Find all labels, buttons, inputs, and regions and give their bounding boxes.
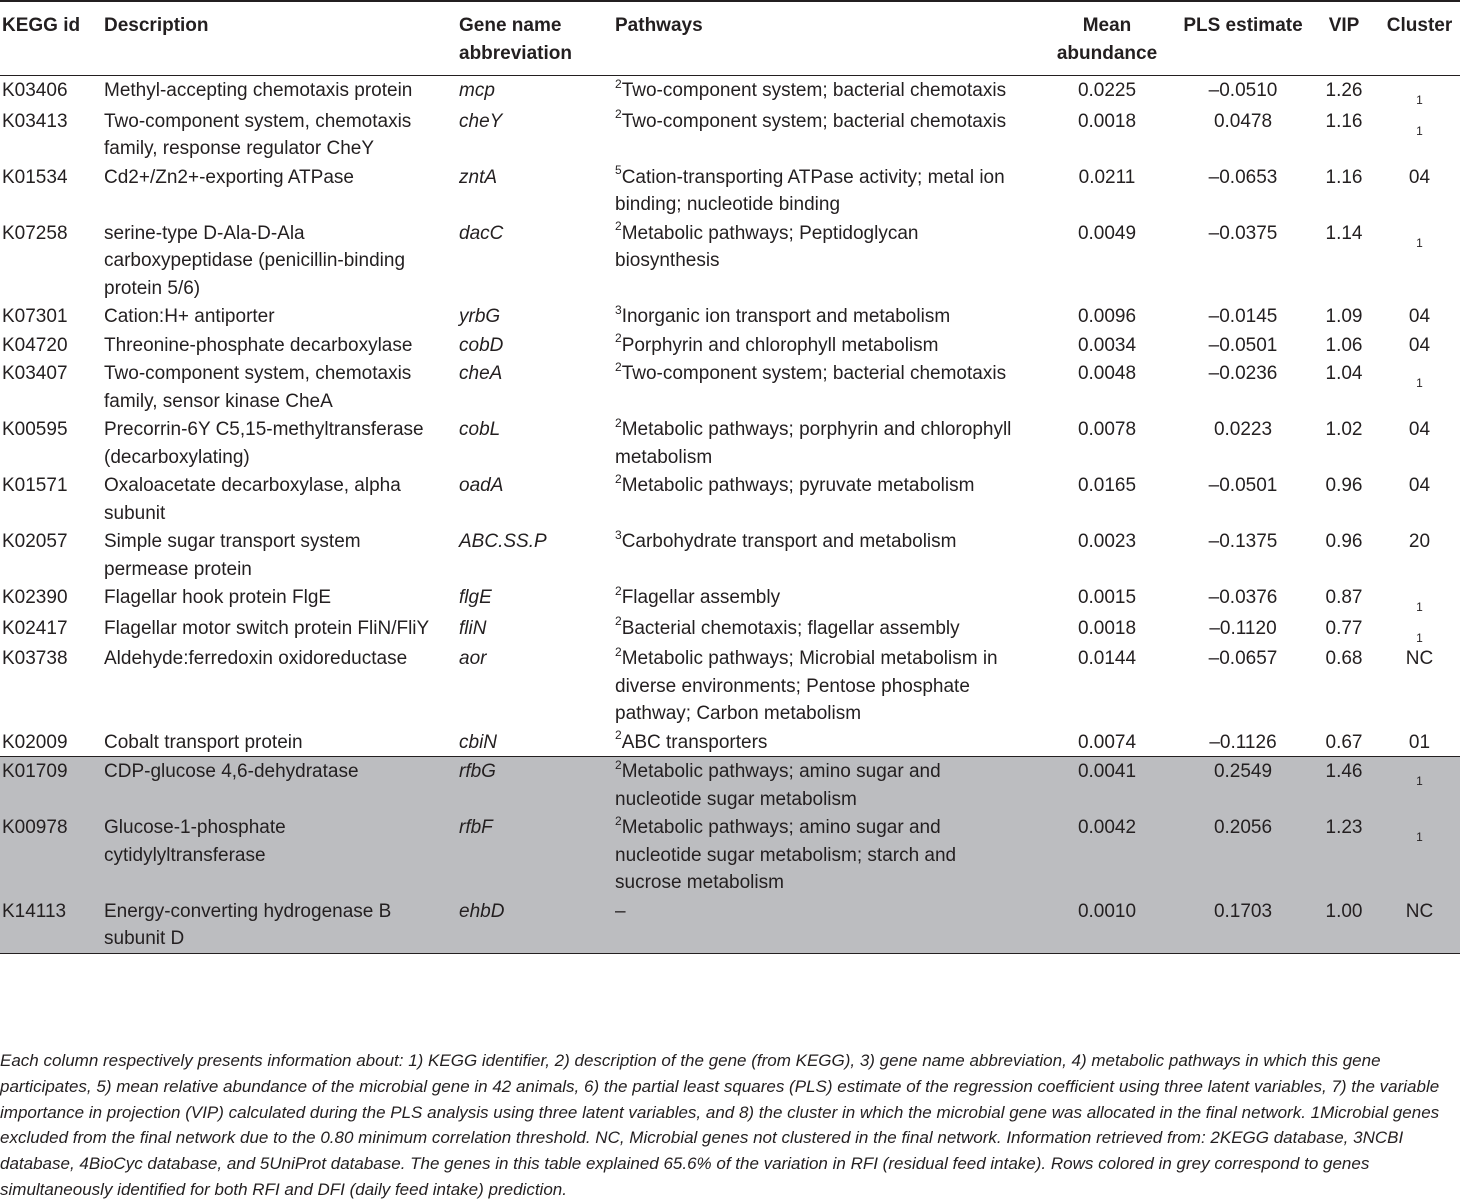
source-footnote-marker: 2 [615,644,622,659]
vip-cell: 0.67 [1325,731,1363,753]
table-row [0,644,1460,728]
table-row [0,359,1460,415]
description-cell: Flagellar hook protein FlgE [104,587,332,608]
table-row [0,813,1460,897]
table-row [0,583,1460,614]
header-pathways: Pathways [615,1,1037,76]
header-kegg-id: KEGG id [0,1,104,76]
vip-cell: 0.96 [1325,531,1363,552]
table-row [0,163,1460,219]
mean-abundance-cell: 0.0010 [1037,897,1177,954]
table-row [0,527,1460,583]
kegg-id-cell: K01534 [2,166,68,188]
vip-cell: 1.02 [1325,419,1363,440]
pathways-text: Metabolic pathways; amino sugar and nucleotide sugar metabolism; starch and sucrose metabolism [615,817,957,893]
vip-cell: 0.77 [1325,617,1363,639]
pls-estimate-cell: –0.0653 [1208,166,1278,188]
pls-estimate-cell: –0.1375 [1208,531,1278,552]
header-mean-abundance: Mean abundance [1037,1,1177,76]
table-row [0,219,1460,303]
source-footnote-marker: 3 [615,527,622,542]
mean-abundance-cell: 0.0042 [1037,813,1177,897]
pls-estimate-cell: 0.1703 [1177,897,1309,954]
cluster-value: 1 [1416,123,1423,138]
vip-cell: 1.16 [1325,166,1363,188]
mean-abundance-cell: 0.0018 [1077,617,1137,639]
gene-name-cell: cbiN [459,731,498,753]
kegg-id-cell: K04720 [2,334,68,356]
pathways-cell [615,331,1037,360]
cluster-cell [1379,614,1460,645]
pls-estimate-cell: –0.0510 [1208,80,1278,101]
source-footnote-marker: 2 [615,107,622,122]
gene-name-cell: zntA [459,166,498,188]
cluster-cell [1379,813,1460,897]
table-row [0,76,1460,107]
pathways-text: Flagellar assembly [621,587,781,608]
header-pls-estimate: PLS estimate [1177,1,1309,76]
kegg-id-cell: K02390 [2,587,68,608]
cluster-cell [1379,728,1460,757]
pathways-cell [615,813,1037,897]
vip-cell: 1.14 [1325,222,1363,244]
pathways-cell [615,897,1037,954]
source-footnote-marker: 2 [615,219,622,234]
cluster-cell [1379,331,1460,360]
cluster-cell [1379,359,1460,415]
kegg-id-cell: K00978 [0,813,104,897]
gene-name-cell: rfbF [459,813,615,897]
description-cell: Simple sugar transport system permease protein [104,531,361,580]
mean-abundance-cell: 0.0074 [1077,731,1137,753]
source-footnote-marker: 2 [615,813,622,828]
pls-estimate-cell: 0.0478 [1213,110,1273,132]
source-footnote-marker: 2 [615,757,622,772]
cluster-cell [1379,415,1460,471]
pls-estimate-cell: –0.0145 [1208,306,1278,327]
table-row [0,302,1460,331]
pathways-cell [615,163,1037,219]
description-cell: Precorrin-6Y C5,15-methyltransferase (decarboxylating) [104,419,424,468]
table-row [0,614,1460,645]
mean-abundance-cell: 0.0034 [1077,334,1137,356]
header-gene-name: Gene name abbreviation [459,1,615,76]
cluster-cell [1379,527,1460,583]
pls-estimate-cell: –0.1126 [1209,731,1277,753]
vip-cell: 1.26 [1325,80,1363,101]
pathways-cell [615,219,1037,303]
mean-abundance-cell: 0.0018 [1077,110,1137,132]
cluster-value: 1 [1416,630,1423,645]
pathways-text: Metabolic pathways; Peptidoglycan biosynthesis [615,222,919,271]
cluster-value: 1 [1416,235,1423,250]
pathways-text: Bacterial chemotaxis; flagellar assembly [621,617,960,639]
pathways-text: Two-component system; bacterial chemotaxis [621,80,1007,101]
pls-estimate-cell: –0.0375 [1208,222,1278,244]
description-cell: CDP-glucose 4,6-dehydratase [104,757,459,814]
gene-name-cell: rfbG [459,757,615,814]
vip-cell: 1.04 [1325,363,1363,384]
table-row [0,897,1460,954]
mean-abundance-cell: 0.0049 [1077,222,1137,244]
mean-abundance-cell: 0.0096 [1077,306,1137,327]
pathways-text: ABC transporters [621,731,768,753]
pathways-text: Metabolic pathways; amino sugar and nucleotide sugar metabolism [615,761,941,810]
gene-name-cell: mcp [459,80,495,101]
table-row [0,728,1460,757]
pls-estimate-cell: –0.0236 [1208,363,1278,384]
cluster-value: 1 [1416,376,1423,390]
source-footnote-marker: 2 [615,331,622,346]
source-footnote-marker: 3 [615,302,622,317]
mean-abundance-cell: 0.0165 [1077,475,1137,496]
description-cell: Cation:H+ antiporter [104,306,275,327]
mean-abundance-cell: 0.0023 [1077,531,1137,552]
pathways-cell [615,415,1037,471]
description-cell: Glucose-1-phosphate cytidylyltransferase [104,813,459,897]
cluster-value: NC [1405,900,1434,922]
pls-estimate-cell: –0.1120 [1209,617,1277,639]
cluster-value: NC [1405,648,1434,669]
description-cell: Aldehyde:ferredoxin oxidoreductase [104,648,408,669]
pls-estimate-cell: –0.0501 [1208,475,1278,496]
source-footnote-marker: 2 [615,583,622,598]
vip-cell: 1.06 [1325,334,1363,356]
vip-cell: 1.23 [1309,813,1379,897]
mean-abundance-cell: 0.0048 [1077,363,1137,384]
cluster-value: 04 [1408,334,1431,356]
pls-estimate-cell: –0.0376 [1208,587,1278,608]
kegg-id-cell: K07258 [2,222,68,244]
description-cell: serine-type D-Ala-D-Ala carboxypeptidase (penicillin-binding protein 5/6) [104,222,406,299]
description-cell: Oxaloacetate decarboxylase, alpha subunit [104,475,401,524]
gene-name-cell: fliN [459,617,487,639]
cluster-cell [1379,302,1460,331]
vip-cell: 1.46 [1309,757,1379,814]
pathways-text: Porphyrin and chlorophyll metabolism [621,334,939,356]
source-footnote-marker: 2 [615,359,622,374]
source-footnote-marker: 2 [615,471,622,486]
pathways-text: – [615,900,626,922]
table-row [0,757,1460,814]
table-footnote: Each column respectively presents information about: 1) KEGG identifier, 2) description of the gene (from KEGG), 3) gene name abbreviation, 4) metabolic pathways in which this gene participates, 5) mean relative abundance of the microbial gene in 42 animals, 6) the partial least squares (PLS) estimate of the regression coefficient using three latent variables, 7) the variable importance in projection (VIP) calculated during the PLS analysis using three latent variables, and 8) the cluster in which the microbial gene was allocated in the final network. 1Microbial genes excluded from the final network due to the 0.80 minimum correlation threshold. NC, Microbial genes not clustered in the final network. Information retrieved from: 2KEGG database, 3NCBI database, 4BioCyc database, and 5UniProt database. The genes in this table explained 65.6% of the variation in RFI (residual feed intake). Rows colored in grey correspond to genes simultaneously identified for both RFI and DFI (daily feed intake) prediction. [0,1051,1440,1199]
pathways-cell [615,757,1037,814]
kegg-id-cell: K02057 [2,531,68,552]
cluster-value: 1 [1416,600,1423,614]
cluster-value: 01 [1408,731,1431,753]
pathways-cell [615,471,1037,527]
cluster-value: 04 [1408,419,1431,440]
kegg-id-cell: K03413 [2,110,68,132]
table-row [0,415,1460,471]
cluster-value: 04 [1408,475,1431,496]
gene-name-cell: ehbD [459,897,615,954]
pathways-cell [615,107,1037,163]
cluster-cell [1379,757,1460,814]
kegg-id-cell: K03406 [2,80,68,101]
pathways-text: Two-component system; bacterial chemotaxis [621,110,1007,132]
description-cell: Threonine-phosphate decarboxylase [104,334,413,356]
table-row [0,471,1460,527]
gene-name-cell: dacC [459,222,504,244]
pathways-cell [615,728,1037,757]
cluster-cell [1379,219,1460,303]
kegg-id-cell: K02417 [2,617,68,639]
vip-cell: 1.16 [1325,110,1363,132]
pathways-cell [615,359,1037,415]
source-footnote-marker: 2 [615,76,622,91]
pathways-cell [615,76,1037,107]
cluster-cell [1379,583,1460,614]
cluster-value: 04 [1408,166,1431,188]
source-footnote-marker: 2 [615,415,622,430]
gene-name-cell: aor [459,648,487,669]
source-footnote-marker: 2 [615,614,622,629]
kegg-id-cell: K03407 [2,363,68,384]
gene-name-cell: cheY [459,110,503,132]
description-cell: Energy-converting hydrogenase B subunit D [104,897,459,954]
cluster-value: 20 [1408,531,1431,552]
vip-cell: 0.96 [1325,475,1363,496]
mean-abundance-cell: 0.0078 [1077,419,1137,440]
kegg-id-cell: K07301 [2,306,68,327]
table-row [0,331,1460,360]
kegg-id-cell: K14113 [0,897,104,954]
mean-abundance-cell: 0.0211 [1078,166,1136,188]
pathways-text: Metabolic pathways; pyruvate metabolism [621,475,975,496]
gene-name-cell: cobD [459,334,504,356]
vip-cell: 1.00 [1309,897,1379,954]
description-cell: Flagellar motor switch protein FliN/FliY [104,617,430,639]
pls-estimate-cell: 0.2549 [1177,757,1309,814]
cluster-cell [1379,163,1460,219]
kegg-id-cell: K03738 [2,648,68,669]
header-cluster: Cluster [1379,1,1460,76]
gene-name-cell: cobL [459,419,501,440]
cluster-value: 1 [1416,93,1423,107]
pathways-text: Metabolic pathways; porphyrin and chlorophyll metabolism [615,419,1012,468]
description-cell: Two-component system, chemotaxis family, response regulator CheY [104,110,412,159]
mean-abundance-cell: 0.0144 [1077,648,1137,669]
kegg-id-cell: K01709 [0,757,104,814]
pathways-cell [615,614,1037,645]
gene-name-cell: cheA [459,363,503,384]
cluster-value: 1 [1416,774,1423,788]
pls-estimate-cell: –0.0501 [1208,334,1278,356]
pls-estimate-cell: –0.0657 [1208,648,1278,669]
mean-abundance-cell: 0.0015 [1077,587,1137,608]
gene-name-cell: flgE [459,587,492,608]
pathways-cell [615,644,1037,728]
pathways-text: Carbohydrate transport and metabolism [621,531,957,552]
pathways-cell [615,302,1037,331]
cluster-cell [1379,76,1460,107]
cluster-cell [1379,644,1460,728]
pathways-text: Two-component system; bacterial chemotaxis [621,363,1007,384]
gene-name-cell: yrbG [459,306,501,327]
mean-abundance-cell: 0.0041 [1037,757,1177,814]
cluster-cell [1379,471,1460,527]
header-vip: VIP [1309,1,1379,76]
pathways-cell [615,527,1037,583]
vip-cell: 0.87 [1325,587,1363,608]
cluster-value: 04 [1408,306,1431,327]
description-cell: Cobalt transport protein [104,731,303,753]
pathways-cell [615,583,1037,614]
pls-estimate-cell: 0.0223 [1213,419,1273,440]
mean-abundance-cell: 0.0225 [1077,80,1137,101]
source-footnote-marker: 5 [615,163,622,178]
kegg-id-cell: K00595 [2,419,68,440]
pathways-text: Cation-transporting ATPase activity; metal ion binding; nucleotide binding [615,166,1005,215]
cluster-cell [1379,897,1460,954]
header-description: Description [104,1,459,76]
cluster-cell [1379,107,1460,163]
kegg-id-cell: K01571 [2,475,68,496]
pathways-text: Metabolic pathways; Microbial metabolism in diverse environments; Pentose phosphate pathway; Carbon metabolism [615,648,998,724]
vip-cell: 0.68 [1325,648,1363,669]
description-cell: Two-component system, chemotaxis family, sensor kinase CheA [104,363,412,412]
table-body [0,76,1460,954]
cluster-value: 1 [1416,830,1423,844]
description-cell: Cd2+/Zn2+-exporting ATPase [104,166,354,188]
description-cell: Methyl-accepting chemotaxis protein [104,80,413,101]
table-row [0,107,1460,163]
header-row [0,1,1460,76]
pathways-text: Inorganic ion transport and metabolism [621,306,951,327]
source-footnote-marker: 2 [615,728,622,743]
kegg-id-cell: K02009 [2,731,68,753]
gene-name-cell: oadA [459,475,504,496]
vip-cell: 1.09 [1325,306,1363,327]
pls-estimate-cell: 0.2056 [1177,813,1309,897]
gene-name-cell: ABC.SS.P [459,531,547,552]
